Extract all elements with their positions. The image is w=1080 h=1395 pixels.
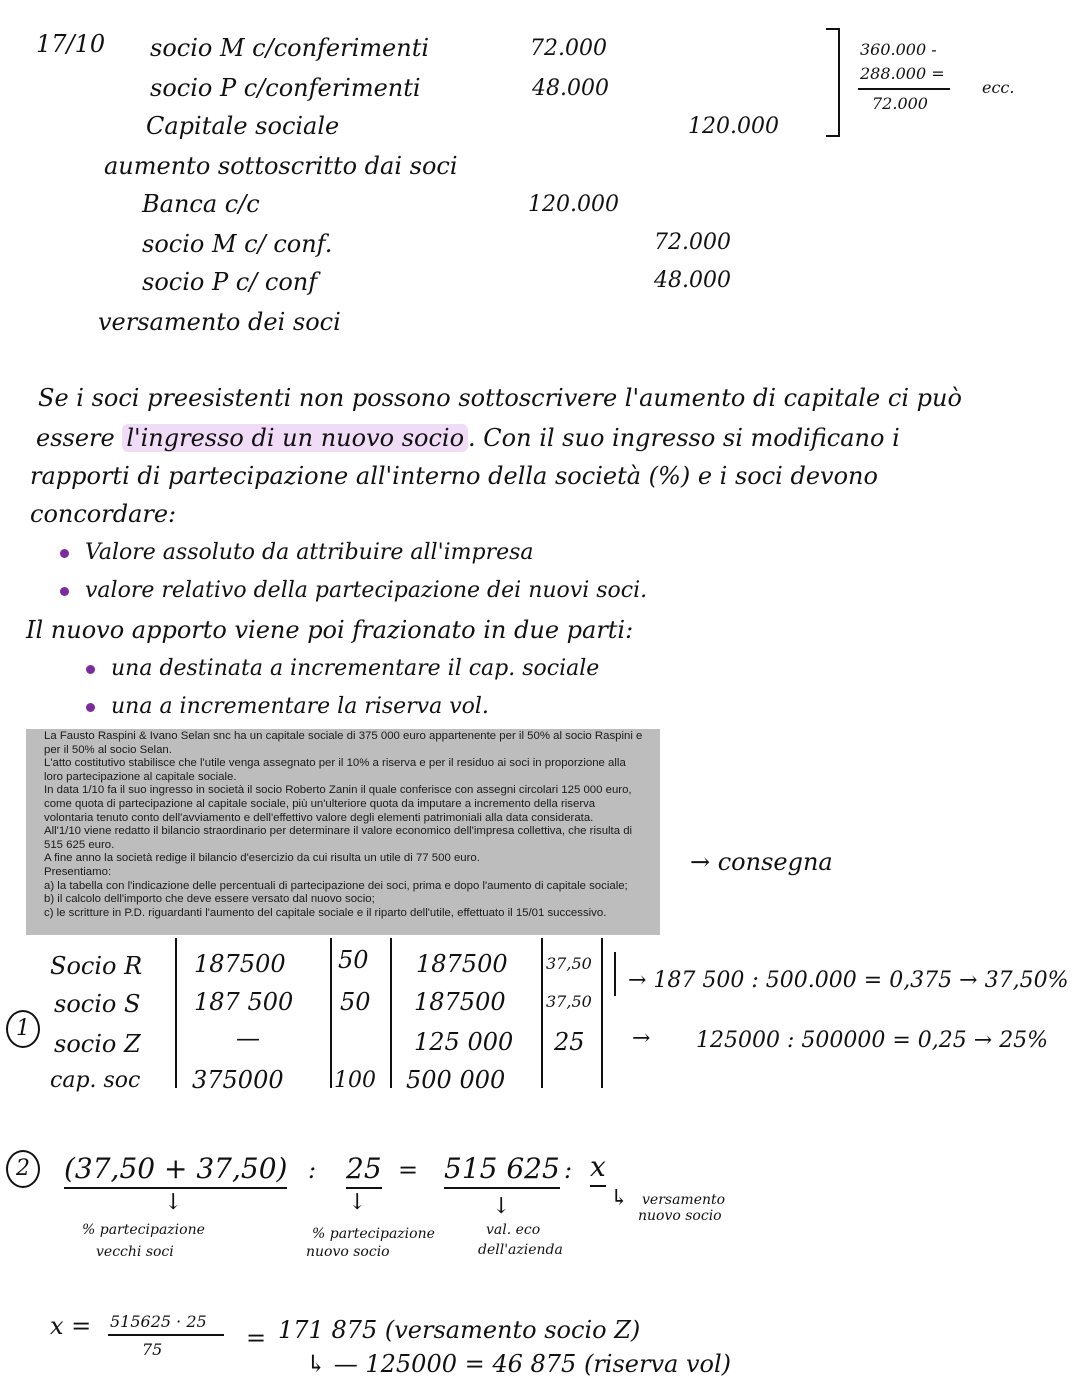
- paragraph-line: Il nuovo apporto viene poi frazionato in due parti:: [26, 616, 634, 644]
- result-value: 171 875 (versamento socio Z): [278, 1316, 641, 1344]
- table-divider: [541, 938, 543, 1088]
- table-cell: 25: [554, 1028, 585, 1056]
- exercise-line: b) il calcolo dell'importo che deve essere versato dal nuovo socio;: [44, 893, 375, 906]
- proportion-label: % partecipazione: [312, 1226, 435, 1242]
- exercise-photo: [26, 729, 660, 935]
- table-cell-name: socio S: [54, 990, 141, 1018]
- bullet-item: [60, 540, 534, 565]
- entry-account: Capitale sociale: [146, 112, 340, 140]
- exercise-text: [26, 729, 660, 920]
- table-cell: 187500: [414, 988, 506, 1016]
- entry-account: socio P c/ conf: [142, 268, 318, 296]
- fraction-bar: [108, 1334, 224, 1336]
- proportion-label: nuovo socio: [306, 1244, 390, 1260]
- bullet-dot: [60, 587, 69, 596]
- table-cell: 37,50: [546, 992, 592, 1011]
- proportion-op: :: [308, 1156, 317, 1184]
- brace-line: [614, 952, 616, 996]
- entry-avere: 72.000: [654, 230, 731, 255]
- down-arrow-icon: ↓: [492, 1194, 511, 1219]
- proportion-label: val. eco: [486, 1222, 541, 1238]
- paragraph-line: Se i soci preesistenti non possono sottoscrivere l'aumento di capitale ci può: [38, 384, 962, 412]
- calc-note: →: [632, 1026, 651, 1051]
- table-divider: [330, 938, 332, 1088]
- fraction-denominator: 75: [142, 1340, 163, 1359]
- side-calc-line: 360.000 -: [860, 40, 937, 59]
- entry-avere: 120.000: [688, 114, 779, 139]
- proportion-label: % partecipazione: [82, 1222, 205, 1238]
- table-divider: [390, 938, 392, 1088]
- hook-arrow-icon: ↳: [610, 1186, 629, 1211]
- bullet-text: una a incrementare la riserva vol.: [111, 694, 489, 719]
- proportion-term: 25: [346, 1152, 382, 1189]
- table-cell: 187 500: [194, 988, 294, 1016]
- bullet-text: Valore assoluto da attribuire all'impresa: [85, 540, 534, 565]
- table-cell: —: [236, 1024, 260, 1052]
- exercise-line: La Fausto Raspini & Ivano Selan snc ha un capitale sociale di 375 000 euro appartenente per il 50% al socio Raspini e per il 50% al socio Selan.: [44, 730, 643, 756]
- circled-number: 2: [6, 1150, 40, 1188]
- highlighted-text: l'ingresso di un nuovo socio: [122, 424, 468, 452]
- bullet-item: [86, 656, 599, 681]
- circled-number: 1: [6, 1010, 40, 1048]
- exercise-line: L'atto costitutivo stabilisce che l'utile venga assegnato per il 10% a riserva e per il residuo ai soci in proporzione alla loro partecipazione al capitale sociale.: [44, 757, 626, 783]
- entry-account: socio M c/ conf.: [142, 230, 333, 258]
- table-cell: 125 000: [414, 1028, 514, 1056]
- table-cell-name: Socio R: [50, 952, 143, 980]
- proportion-label: vecchi soci: [96, 1244, 174, 1260]
- paragraph-line: rapporti di partecipazione all'interno della società (%) e i soci devono: [30, 462, 878, 490]
- calc-note: → 187 500 : 500.000 = 0,375 → 37,50%: [628, 968, 1069, 993]
- result-x: x =: [50, 1312, 92, 1340]
- side-calc-line: 288.000 =: [860, 64, 945, 83]
- paragraph-line: [36, 424, 900, 452]
- entry-dare: 120.000: [528, 192, 619, 217]
- bullet-item: [86, 694, 489, 719]
- table-divider: [601, 938, 603, 1088]
- table-cell: 50: [340, 988, 371, 1016]
- table-divider: [175, 938, 177, 1088]
- table-cell: 50: [338, 946, 369, 974]
- table-cell: 500 000: [406, 1066, 506, 1094]
- entry-dare: 48.000: [532, 76, 609, 101]
- proportion-op: =: [398, 1156, 419, 1184]
- proportion-label: dell'azienda: [478, 1242, 563, 1258]
- down-arrow-icon: ↓: [348, 1190, 367, 1215]
- entry-avere: 48.000: [654, 268, 731, 293]
- down-arrow-icon: ↓: [164, 1190, 183, 1215]
- paragraph-line: concordare:: [30, 500, 177, 528]
- side-calc-note: ecc.: [982, 78, 1015, 97]
- bullet-dot: [86, 665, 95, 674]
- proportion-term: (37,50 + 37,50): [64, 1152, 287, 1189]
- table-cell: 100: [334, 1068, 376, 1093]
- entry-description: aumento sottoscritto dai soci: [104, 152, 458, 180]
- exercise-line: In data 1/10 fa il suo ingresso in società il socio Roberto Zanin il quale conferisce con assegni circolari 125 000 euro, come quota di partecipazione al capitale sociale, più un'ulteriore quota da imputare a incremento della riserva volontaria tenuto conto dell'avviamento e dell'effettivo valore degli elementi patrimoniali alla data considerata.: [44, 784, 632, 824]
- bullet-text: valore relativo della partecipazione dei nuovi soci.: [85, 578, 648, 603]
- bullet-dot: [60, 549, 69, 558]
- proportion-op: :: [564, 1156, 573, 1184]
- proportion-term: 515 625: [444, 1152, 560, 1189]
- proportion-label: versamento: [642, 1192, 726, 1208]
- entry-account: socio M c/conferimenti: [150, 34, 430, 62]
- paragraph-text: . Con il suo ingresso si modificano i: [468, 424, 900, 452]
- bracket: [826, 28, 840, 137]
- table-cell: 37,50: [546, 954, 592, 973]
- table-cell: 187500: [194, 950, 286, 978]
- paragraph-text: essere: [36, 424, 123, 452]
- proportion-label: nuovo socio: [638, 1208, 722, 1224]
- table-cell-name: socio Z: [54, 1030, 141, 1058]
- entry-date: 17/10: [36, 30, 106, 58]
- exercise-line: A fine anno la società redige il bilancio d'esercizio da cui risulta un utile di 77 500 euro.: [44, 852, 480, 865]
- exercise-line: a) la tabella con l'indicazione delle percentuali di partecipazione dei soci, prima e dopo l'aumento di capitale sociale;: [44, 879, 628, 892]
- entry-account: socio P c/conferimenti: [150, 74, 421, 102]
- calc-note: 125000 : 500000 = 0,25 → 25%: [696, 1028, 1049, 1053]
- result-sub: ↳ — 125000 = 46 875 (riserva vol): [306, 1350, 732, 1378]
- bullet-item: [60, 578, 647, 603]
- bullet-text: una destinata a incrementare il cap. sociale: [111, 656, 600, 681]
- exercise-line: All'1/10 viene redatto il bilancio straordinario per determinare il valore economico dell'impresa collettiva, che risulta di 515 625 euro.: [44, 825, 633, 851]
- consegna-label: → consegna: [690, 848, 833, 876]
- result-equals: =: [246, 1324, 267, 1352]
- entry-account: Banca c/c: [142, 190, 260, 218]
- fraction-numerator: 515625 · 25: [110, 1312, 207, 1331]
- exercise-line: Presentiamo:: [44, 865, 112, 878]
- proportion-term: x: [590, 1150, 606, 1187]
- table-cell-name: cap. soc: [50, 1068, 141, 1093]
- table-cell: 187500: [416, 950, 508, 978]
- side-calc-line: 72.000: [872, 94, 928, 113]
- calc-rule: [858, 88, 950, 90]
- entry-description: versamento dei soci: [98, 308, 341, 336]
- table-cell: 375000: [192, 1066, 284, 1094]
- exercise-line: c) le scritture in P.D. riguardanti l'aumento del capitale sociale e il riparto dell'utile, effettuato il 15/01 successivo.: [44, 906, 607, 919]
- entry-dare: 72.000: [530, 36, 607, 61]
- bullet-dot: [86, 703, 95, 712]
